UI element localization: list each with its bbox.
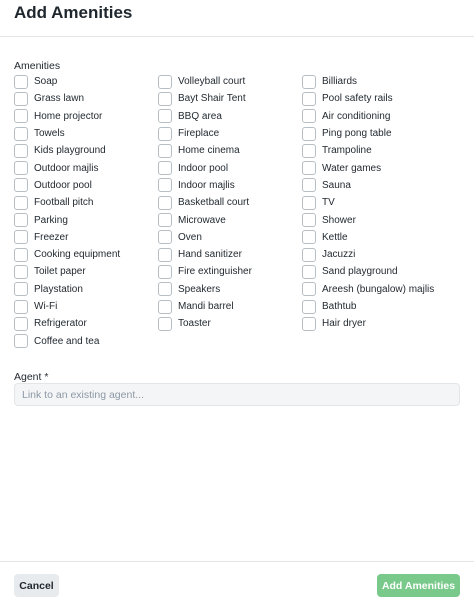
amenity-checkbox[interactable] bbox=[158, 92, 172, 106]
amenity-item[interactable] bbox=[14, 142, 120, 159]
amenity-item[interactable] bbox=[302, 246, 434, 263]
amenity-label: Sauna bbox=[322, 179, 351, 191]
amenity-label: Shower bbox=[322, 214, 356, 226]
amenity-item[interactable] bbox=[158, 73, 252, 90]
amenity-checkbox[interactable] bbox=[302, 92, 316, 106]
amenity-item[interactable] bbox=[14, 281, 120, 298]
amenity-item[interactable] bbox=[14, 159, 120, 176]
amenity-item[interactable] bbox=[158, 177, 252, 194]
amenities-column-1 bbox=[14, 73, 120, 350]
amenity-label: Kettle bbox=[322, 231, 348, 243]
cancel-button[interactable]: Cancel bbox=[14, 574, 59, 597]
amenity-checkbox[interactable] bbox=[158, 317, 172, 331]
amenity-checkbox[interactable] bbox=[302, 109, 316, 123]
amenity-label: Ping pong table bbox=[322, 128, 392, 140]
amenity-item[interactable] bbox=[302, 125, 434, 142]
amenity-item[interactable] bbox=[158, 142, 252, 159]
amenity-label: Basketball court bbox=[178, 197, 250, 209]
amenity-label: Outdoor majlis bbox=[34, 162, 99, 174]
amenity-label: Air conditioning bbox=[322, 110, 391, 122]
amenity-item[interactable] bbox=[14, 108, 120, 125]
amenity-label: Refrigerator bbox=[34, 318, 87, 330]
amenity-checkbox[interactable] bbox=[158, 265, 172, 279]
amenity-item[interactable] bbox=[302, 90, 434, 107]
amenity-label: Jacuzzi bbox=[322, 249, 356, 261]
amenities-label: Amenities bbox=[14, 60, 61, 72]
amenity-checkbox[interactable] bbox=[14, 92, 28, 106]
amenity-checkbox[interactable] bbox=[302, 127, 316, 141]
amenity-item[interactable] bbox=[302, 298, 434, 315]
amenity-label: Bathtub bbox=[322, 301, 357, 312]
amenity-item[interactable] bbox=[14, 315, 120, 332]
amenity-label: Indoor pool bbox=[178, 162, 229, 174]
amenity-checkbox[interactable] bbox=[14, 334, 28, 348]
amenity-item[interactable] bbox=[14, 73, 120, 90]
amenity-item[interactable] bbox=[302, 108, 434, 125]
amenity-label: Grass lawn bbox=[34, 93, 85, 105]
amenity-checkbox[interactable] bbox=[158, 144, 172, 158]
amenity-item[interactable] bbox=[158, 263, 252, 280]
amenity-item[interactable] bbox=[158, 90, 252, 107]
amenity-checkbox[interactable] bbox=[158, 75, 172, 89]
amenity-checkbox[interactable] bbox=[14, 75, 28, 89]
amenity-label: Wi-Fi bbox=[34, 301, 58, 312]
add-amenities-button[interactable]: Add Amenities bbox=[377, 574, 460, 597]
amenity-checkbox[interactable] bbox=[14, 230, 28, 244]
amenity-label: Areesh (bungalow) majlis bbox=[322, 283, 435, 295]
agent-link-input[interactable] bbox=[14, 383, 460, 406]
amenity-label: Toaster bbox=[178, 318, 211, 330]
amenity-item[interactable] bbox=[158, 298, 252, 315]
amenity-checkbox[interactable] bbox=[302, 213, 316, 227]
amenity-checkbox[interactable] bbox=[158, 196, 172, 210]
amenity-label: Oven bbox=[178, 231, 202, 243]
amenity-checkbox[interactable] bbox=[158, 282, 172, 296]
amenity-label: Fire extinguisher bbox=[178, 266, 252, 278]
amenity-checkbox[interactable] bbox=[302, 282, 316, 296]
amenity-item[interactable] bbox=[14, 246, 120, 263]
amenity-checkbox[interactable] bbox=[158, 300, 172, 314]
amenity-checkbox[interactable] bbox=[302, 300, 316, 314]
amenity-checkbox[interactable] bbox=[158, 127, 172, 141]
amenity-label: Soap bbox=[34, 76, 58, 88]
amenity-checkbox[interactable] bbox=[302, 144, 316, 158]
dialog-title: Add Amenities bbox=[14, 3, 133, 22]
amenity-checkbox[interactable] bbox=[302, 178, 316, 192]
amenity-label: Home cinema bbox=[178, 145, 240, 157]
amenity-label: Volleyball court bbox=[178, 76, 246, 88]
amenity-label: TV bbox=[322, 197, 335, 209]
amenity-label: Towels bbox=[34, 128, 65, 140]
amenity-checkbox[interactable] bbox=[14, 317, 28, 331]
amenity-label: Outdoor pool bbox=[34, 179, 92, 191]
amenity-checkbox[interactable] bbox=[158, 178, 172, 192]
amenity-checkbox[interactable] bbox=[302, 230, 316, 244]
amenity-checkbox[interactable] bbox=[14, 109, 28, 123]
amenity-checkbox[interactable] bbox=[302, 161, 316, 175]
amenity-label: Trampoline bbox=[322, 145, 372, 157]
amenity-label: Mandi barrel bbox=[178, 301, 234, 312]
amenity-checkbox[interactable] bbox=[302, 75, 316, 89]
amenity-item[interactable] bbox=[14, 125, 120, 142]
amenity-item[interactable] bbox=[158, 159, 252, 176]
amenity-label: Freezer bbox=[34, 231, 69, 243]
amenity-checkbox[interactable] bbox=[14, 144, 28, 158]
amenity-label: Cooking equipment bbox=[34, 249, 121, 261]
amenity-label: Home projector bbox=[34, 110, 103, 122]
amenity-item[interactable] bbox=[158, 108, 252, 125]
amenity-item[interactable] bbox=[302, 281, 434, 298]
amenity-label: Fireplace bbox=[178, 128, 220, 140]
amenity-label: Speakers bbox=[178, 283, 221, 295]
amenity-item[interactable] bbox=[14, 194, 120, 211]
amenity-checkbox[interactable] bbox=[14, 282, 28, 296]
amenity-item[interactable] bbox=[14, 90, 120, 107]
amenity-item[interactable] bbox=[302, 159, 434, 176]
amenity-item[interactable] bbox=[302, 142, 434, 159]
amenity-label: Parking bbox=[34, 214, 68, 226]
amenity-label: Bayt Shair Tent bbox=[178, 93, 246, 105]
amenity-label: Billiards bbox=[322, 76, 358, 88]
amenity-label: Playstation bbox=[34, 283, 83, 295]
amenity-label: Hand sanitizer bbox=[178, 249, 242, 261]
amenities-column-2 bbox=[158, 73, 252, 332]
amenity-checkbox[interactable] bbox=[158, 213, 172, 227]
amenity-item[interactable] bbox=[158, 281, 252, 298]
amenity-item[interactable] bbox=[302, 211, 434, 228]
agent-label: Agent * bbox=[14, 371, 49, 383]
amenity-checkbox[interactable] bbox=[302, 317, 316, 331]
amenity-label: Water games bbox=[322, 162, 382, 174]
amenity-item[interactable] bbox=[302, 263, 434, 280]
amenity-label: Toilet paper bbox=[34, 266, 86, 278]
amenity-item[interactable] bbox=[14, 332, 120, 349]
amenity-item[interactable] bbox=[158, 246, 252, 263]
amenity-item[interactable] bbox=[158, 125, 252, 142]
amenity-item[interactable] bbox=[158, 211, 252, 228]
amenity-item[interactable] bbox=[302, 229, 434, 246]
amenity-item[interactable] bbox=[158, 315, 252, 332]
amenity-checkbox[interactable] bbox=[14, 161, 28, 175]
dialog-header bbox=[0, 0, 474, 37]
amenity-label: Indoor majlis bbox=[178, 179, 235, 191]
amenity-label: BBQ area bbox=[178, 110, 222, 122]
amenity-item[interactable] bbox=[302, 177, 434, 194]
amenity-checkbox[interactable] bbox=[14, 213, 28, 227]
amenity-checkbox[interactable] bbox=[14, 300, 28, 314]
amenity-checkbox[interactable] bbox=[14, 265, 28, 279]
amenity-item[interactable] bbox=[302, 194, 434, 211]
amenity-item[interactable] bbox=[14, 211, 120, 228]
amenity-checkbox[interactable] bbox=[158, 248, 172, 262]
amenity-checkbox[interactable] bbox=[14, 127, 28, 141]
amenity-item[interactable] bbox=[14, 263, 120, 280]
amenity-label: Hair dryer bbox=[322, 318, 366, 330]
amenity-checkbox[interactable] bbox=[302, 196, 316, 210]
amenity-checkbox[interactable] bbox=[14, 178, 28, 192]
amenity-label: Sand playground bbox=[322, 266, 398, 278]
amenity-checkbox[interactable] bbox=[14, 248, 28, 262]
amenities-column-3 bbox=[302, 73, 434, 332]
amenity-checkbox[interactable] bbox=[158, 161, 172, 175]
amenity-checkbox[interactable] bbox=[302, 248, 316, 262]
amenity-label: Pool safety rails bbox=[322, 93, 393, 105]
amenity-label: Kids playground bbox=[34, 145, 106, 157]
amenity-item[interactable] bbox=[302, 315, 434, 332]
amenity-label: Microwave bbox=[178, 214, 226, 226]
amenity-item[interactable] bbox=[14, 177, 120, 194]
amenity-label: Coffee and tea bbox=[34, 335, 100, 347]
amenity-item[interactable] bbox=[14, 298, 120, 315]
amenity-checkbox[interactable] bbox=[14, 196, 28, 210]
amenity-label: Football pitch bbox=[34, 197, 94, 209]
amenity-item[interactable] bbox=[14, 229, 120, 246]
amenity-item[interactable] bbox=[158, 229, 252, 246]
amenity-item[interactable] bbox=[158, 194, 252, 211]
amenity-checkbox[interactable] bbox=[158, 230, 172, 244]
amenity-item[interactable] bbox=[302, 73, 434, 90]
amenity-checkbox[interactable] bbox=[158, 109, 172, 123]
amenity-checkbox[interactable] bbox=[302, 265, 316, 279]
